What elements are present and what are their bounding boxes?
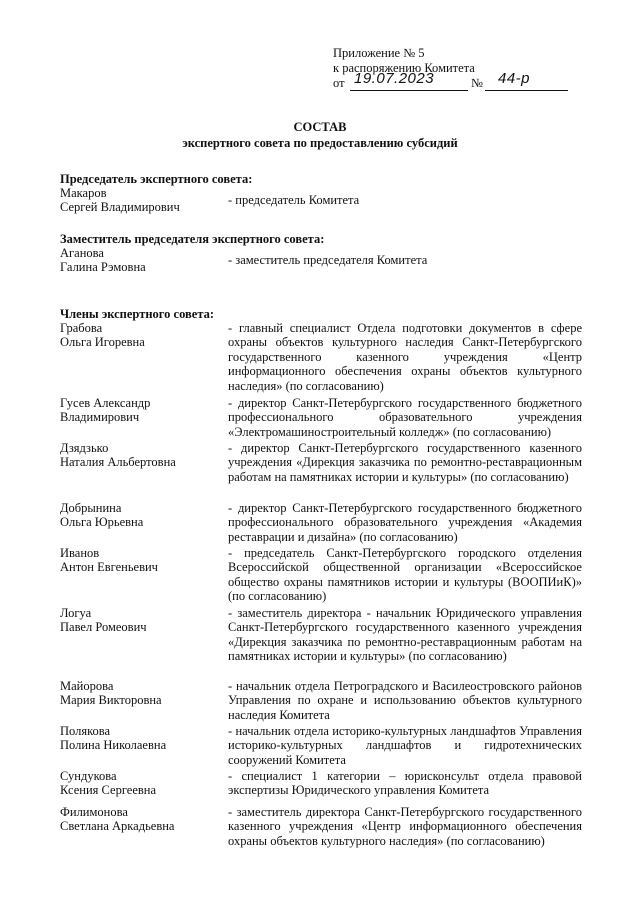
person-role: - директор Санкт-Петербургского государственного казенного учреждения «Дирекция заказчика по ремонтно-реставрационным работам на памятниках истории и культуры» (по согласованию) (228, 441, 582, 484)
person-name (60, 805, 220, 834)
given-name: Владимирович (60, 410, 140, 425)
person-role: - заместитель председателя Комитета (228, 253, 428, 267)
date-underline (350, 90, 468, 91)
given-name: Галина Рэмовна (60, 260, 146, 275)
given-name: Наталия Альбертовна (60, 455, 176, 470)
number-underline (485, 90, 568, 91)
given-name: Антон Евгеньевич (60, 560, 158, 575)
person-role: - директор Санкт-Петербургского государственного бюджетного профессионального образовательного учреждения «Электромашиностроительный колледж» (по согласованию) (228, 396, 582, 439)
appendix-from-label: от (333, 76, 345, 90)
appendix-number-label: № (471, 76, 483, 90)
surname: Иванов (60, 546, 100, 560)
deputy-heading: Заместитель председателя экспертного совета: (60, 232, 325, 246)
surname: Гусев Александр (60, 396, 151, 410)
person-role: - председатель Санкт-Петербургского городского отделения Всероссийской общественной организации «Всероссийское общество охраны памятников истории и культуры (ВООПИиК)» (по согласованию) (228, 546, 582, 604)
appendix-order-ref: к распоряжению Комитета (333, 61, 475, 75)
person-role: - начальник отдела историко-культурных ландшафтов Управления историко-культурных ландшафтов и гидротехнических сооружений Комитета (228, 724, 582, 767)
person-name (60, 501, 220, 530)
person-name (60, 769, 220, 798)
surname: Грабова (60, 321, 103, 335)
given-name: Светлана Аркадьевна (60, 819, 175, 834)
person-name (60, 441, 220, 470)
given-name: Мария Викторовна (60, 693, 162, 708)
given-name: Полина Николаевна (60, 738, 167, 753)
person-role: - главный специалист Отдела подготовки документов в сфере охраны объектов культурного наследия Санкт-Петербургского государственного казенного учреждения «Центр информационного обеспечения охраны объектов культурного наследия» (по согласованию) (228, 321, 582, 393)
surname: Логуа (60, 606, 92, 620)
document-title: СОСТАВ (293, 120, 347, 134)
document-subtitle: экспертного совета по предоставлению субсидий (182, 136, 458, 150)
person-name (60, 679, 220, 708)
person-name (60, 396, 220, 425)
person-role: - начальник отдела Петроградского и Василеостровского районов Управления по охране и использованию объектов культурного наследия Комитета (228, 679, 582, 722)
person-role: - директор Санкт-Петербургского государственного бюджетного профессионального образовательного учреждения «Академия реставрации и дизайна» (по согласованию) (228, 501, 582, 544)
surname: Филимонова (60, 805, 128, 819)
person-role: - заместитель директора - начальник Юридического управления Санкт-Петербургского государственного казенного учреждения «Дирекция заказчика по ремонтно-реставрационным работам на памятниках истории и культуры» (по согласованию) (228, 606, 582, 664)
given-name: Ольга Юрьевна (60, 515, 144, 530)
person-role: - председатель Комитета (228, 193, 360, 207)
given-name: Ольга Игоревна (60, 335, 145, 350)
appendix-number: 44-р (498, 70, 531, 87)
given-name: Павел Ромеович (60, 620, 147, 635)
person-name (60, 321, 220, 350)
surname: Добрынина (60, 501, 122, 515)
person-name (60, 724, 220, 753)
person-name (60, 546, 220, 575)
person-role: - специалист 1 категории – юрисконсульт отдела правовой экспертизы Юридического управления Комитета (228, 769, 582, 798)
person-role: - заместитель директора Санкт-Петербургского государственного казенного учреждения «Центр информационного обеспечения охраны объектов культурного наследия» (по согласованию) (228, 805, 582, 848)
surname: Дзядзько (60, 441, 109, 455)
members-heading: Члены экспертного совета: (60, 307, 215, 321)
chair-heading: Председатель экспертного совета: (60, 172, 253, 186)
appendix-title: Приложение № 5 (333, 46, 425, 60)
person-name (60, 246, 220, 275)
given-name: Ксения Сергеевна (60, 783, 157, 798)
surname: Майорова (60, 679, 114, 693)
appendix-date: 19.07.2023 (354, 70, 435, 87)
surname: Макаров (60, 186, 107, 200)
person-name (60, 186, 220, 215)
surname: Аганова (60, 246, 104, 260)
surname: Сундукова (60, 769, 117, 783)
person-name (60, 606, 220, 635)
surname: Полякова (60, 724, 111, 738)
given-name: Сергей Владимирович (60, 200, 180, 215)
